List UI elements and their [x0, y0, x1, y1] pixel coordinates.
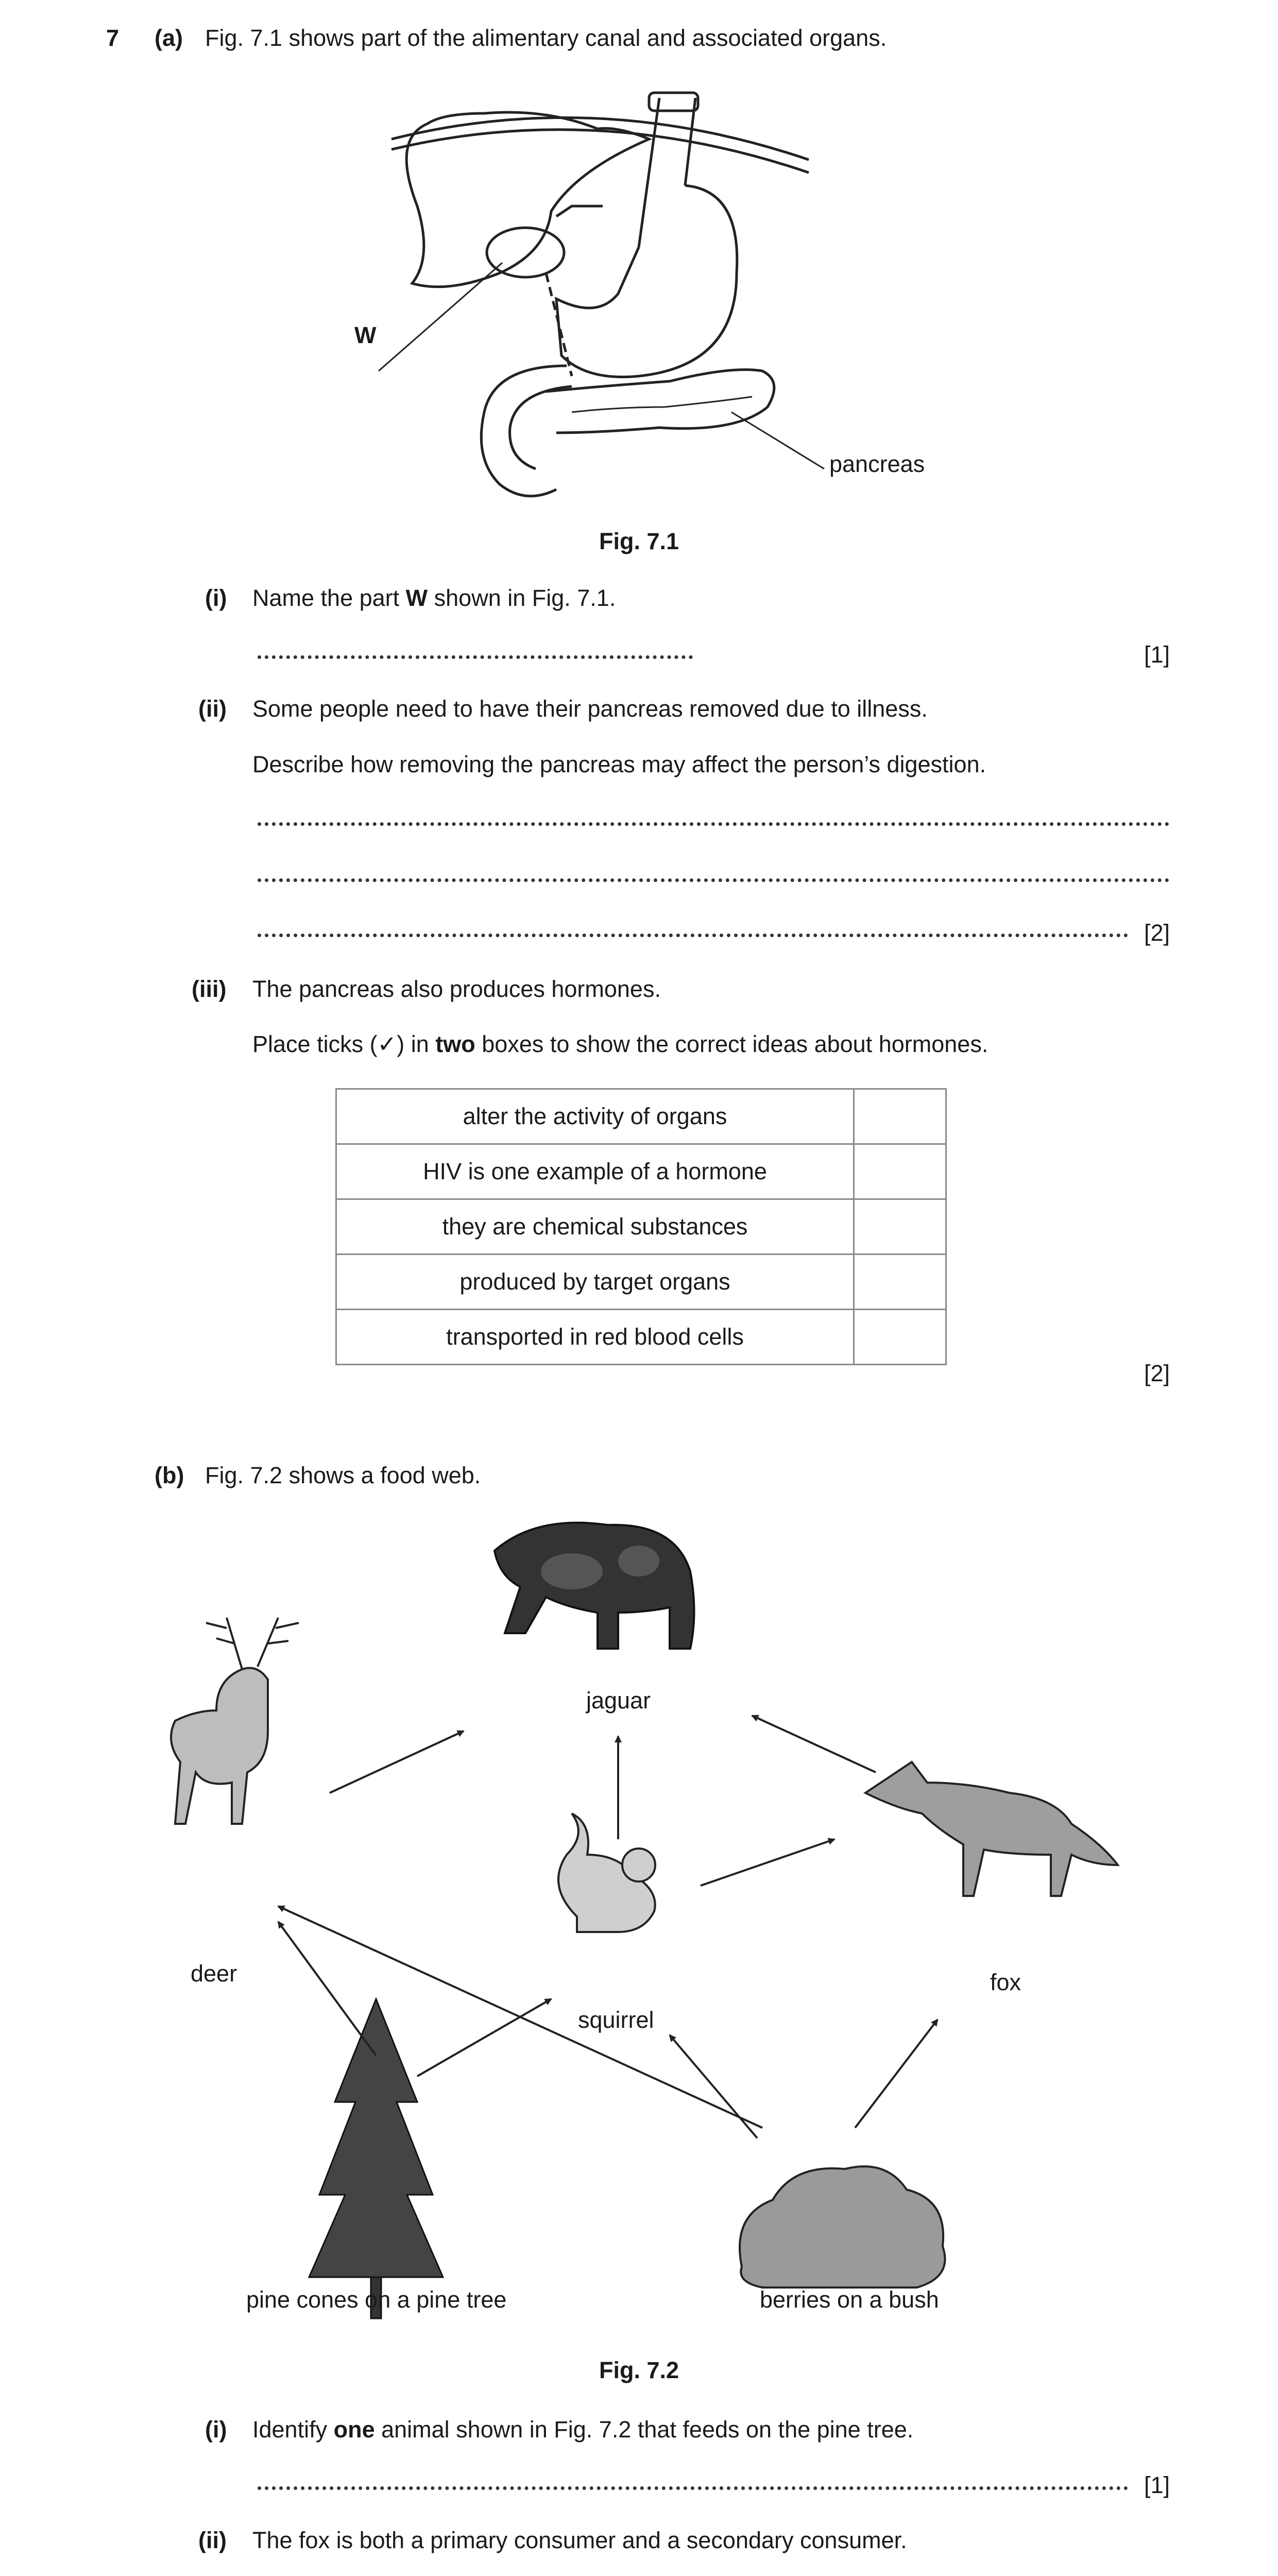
table-row [336, 1144, 946, 1199]
part-a-intro: Fig. 7.1 shows part of the alimentary canal and associated organs. [205, 25, 887, 51]
berry-bush-icon [740, 2166, 945, 2287]
a-iii-label: (iii) [192, 976, 227, 1002]
a-ii-line1: Some people need to have their pancreas removed due to illness. [252, 696, 928, 722]
a-ii-answer-line-3[interactable] [258, 934, 1128, 937]
fig71-caption: Fig. 7.1 [599, 528, 679, 554]
table-row [336, 1199, 946, 1255]
a-i-marks: [1] [1144, 641, 1170, 668]
part-b-label: (b) [155, 1462, 184, 1488]
food-web-diagram [0, 1494, 1278, 2339]
b-i-answer-line[interactable] [258, 2486, 1128, 2490]
alimentary-canal-diagram [330, 77, 845, 510]
question-number: 7 [106, 25, 120, 51]
organism-label-jaguar: jaguar [586, 1687, 651, 1714]
a-iii-line2: Place ticks (✓) in two boxes to show the correct ideas about hormones. [252, 1031, 989, 1057]
table-statement: HIV is one example of a hormone [336, 1144, 854, 1199]
fox-icon [865, 1762, 1118, 1896]
fig71-label-w: W [354, 322, 377, 348]
tick-box[interactable] [854, 1089, 946, 1144]
table-statement: transported in red blood cells [336, 1310, 854, 1365]
b-i-label: (i) [205, 2416, 227, 2443]
pine-tree-icon [309, 1999, 443, 2318]
table-row [336, 1089, 946, 1144]
part-a-label: (a) [155, 25, 183, 51]
b-i-question: Identify one animal shown in Fig. 7.2 that feeds on the pine tree. [252, 2416, 914, 2443]
a-iii-line1: The pancreas also produces hormones. [252, 976, 661, 1002]
fig72-caption: Fig. 7.2 [599, 2357, 679, 2383]
organism-label-berries: berries on a bush [760, 2286, 939, 2313]
table-statement: produced by target organs [336, 1255, 854, 1310]
a-i-label: (i) [205, 585, 227, 611]
fig71-label-pancreas: pancreas [829, 451, 925, 477]
organism-label-fox: fox [990, 1969, 1021, 1995]
table-row [336, 1310, 946, 1365]
organism-label-pine: pine cones on a pine tree [246, 2286, 507, 2313]
a-i-answer-line[interactable] [258, 655, 693, 659]
table-statement: alter the activity of organs [336, 1089, 854, 1144]
a-ii-line2: Describe how removing the pancreas may affect the person’s digestion. [252, 751, 986, 777]
a-ii-answer-line-2[interactable] [258, 878, 1169, 882]
tick-box[interactable] [854, 1310, 946, 1365]
a-ii-answer-line-1[interactable] [258, 822, 1169, 826]
squirrel-icon [558, 1814, 655, 1932]
part-b-intro: Fig. 7.2 shows a food web. [205, 1462, 481, 1488]
a-iii-marks: [2] [1144, 1360, 1170, 1386]
b-ii-line1: The fox is both a primary consumer and a secondary consumer. [252, 2527, 907, 2553]
tick-box[interactable] [854, 1255, 946, 1310]
a-ii-label: (ii) [198, 696, 227, 722]
organism-label-squirrel: squirrel [578, 2007, 654, 2033]
jaguar-icon [495, 1523, 694, 1649]
a-i-question: Name the part W shown in Fig. 7.1. [252, 585, 616, 611]
organism-label-deer: deer [191, 1960, 237, 1987]
b-ii-label: (ii) [198, 2527, 227, 2553]
hormone-tick-table [335, 1088, 947, 1365]
table-row [336, 1255, 946, 1310]
table-statement: they are chemical substances [336, 1199, 854, 1255]
tick-box[interactable] [854, 1199, 946, 1255]
deer-icon [171, 1618, 299, 1824]
a-ii-marks: [2] [1144, 920, 1170, 946]
tick-box[interactable] [854, 1144, 946, 1199]
b-i-marks: [1] [1144, 2472, 1170, 2498]
